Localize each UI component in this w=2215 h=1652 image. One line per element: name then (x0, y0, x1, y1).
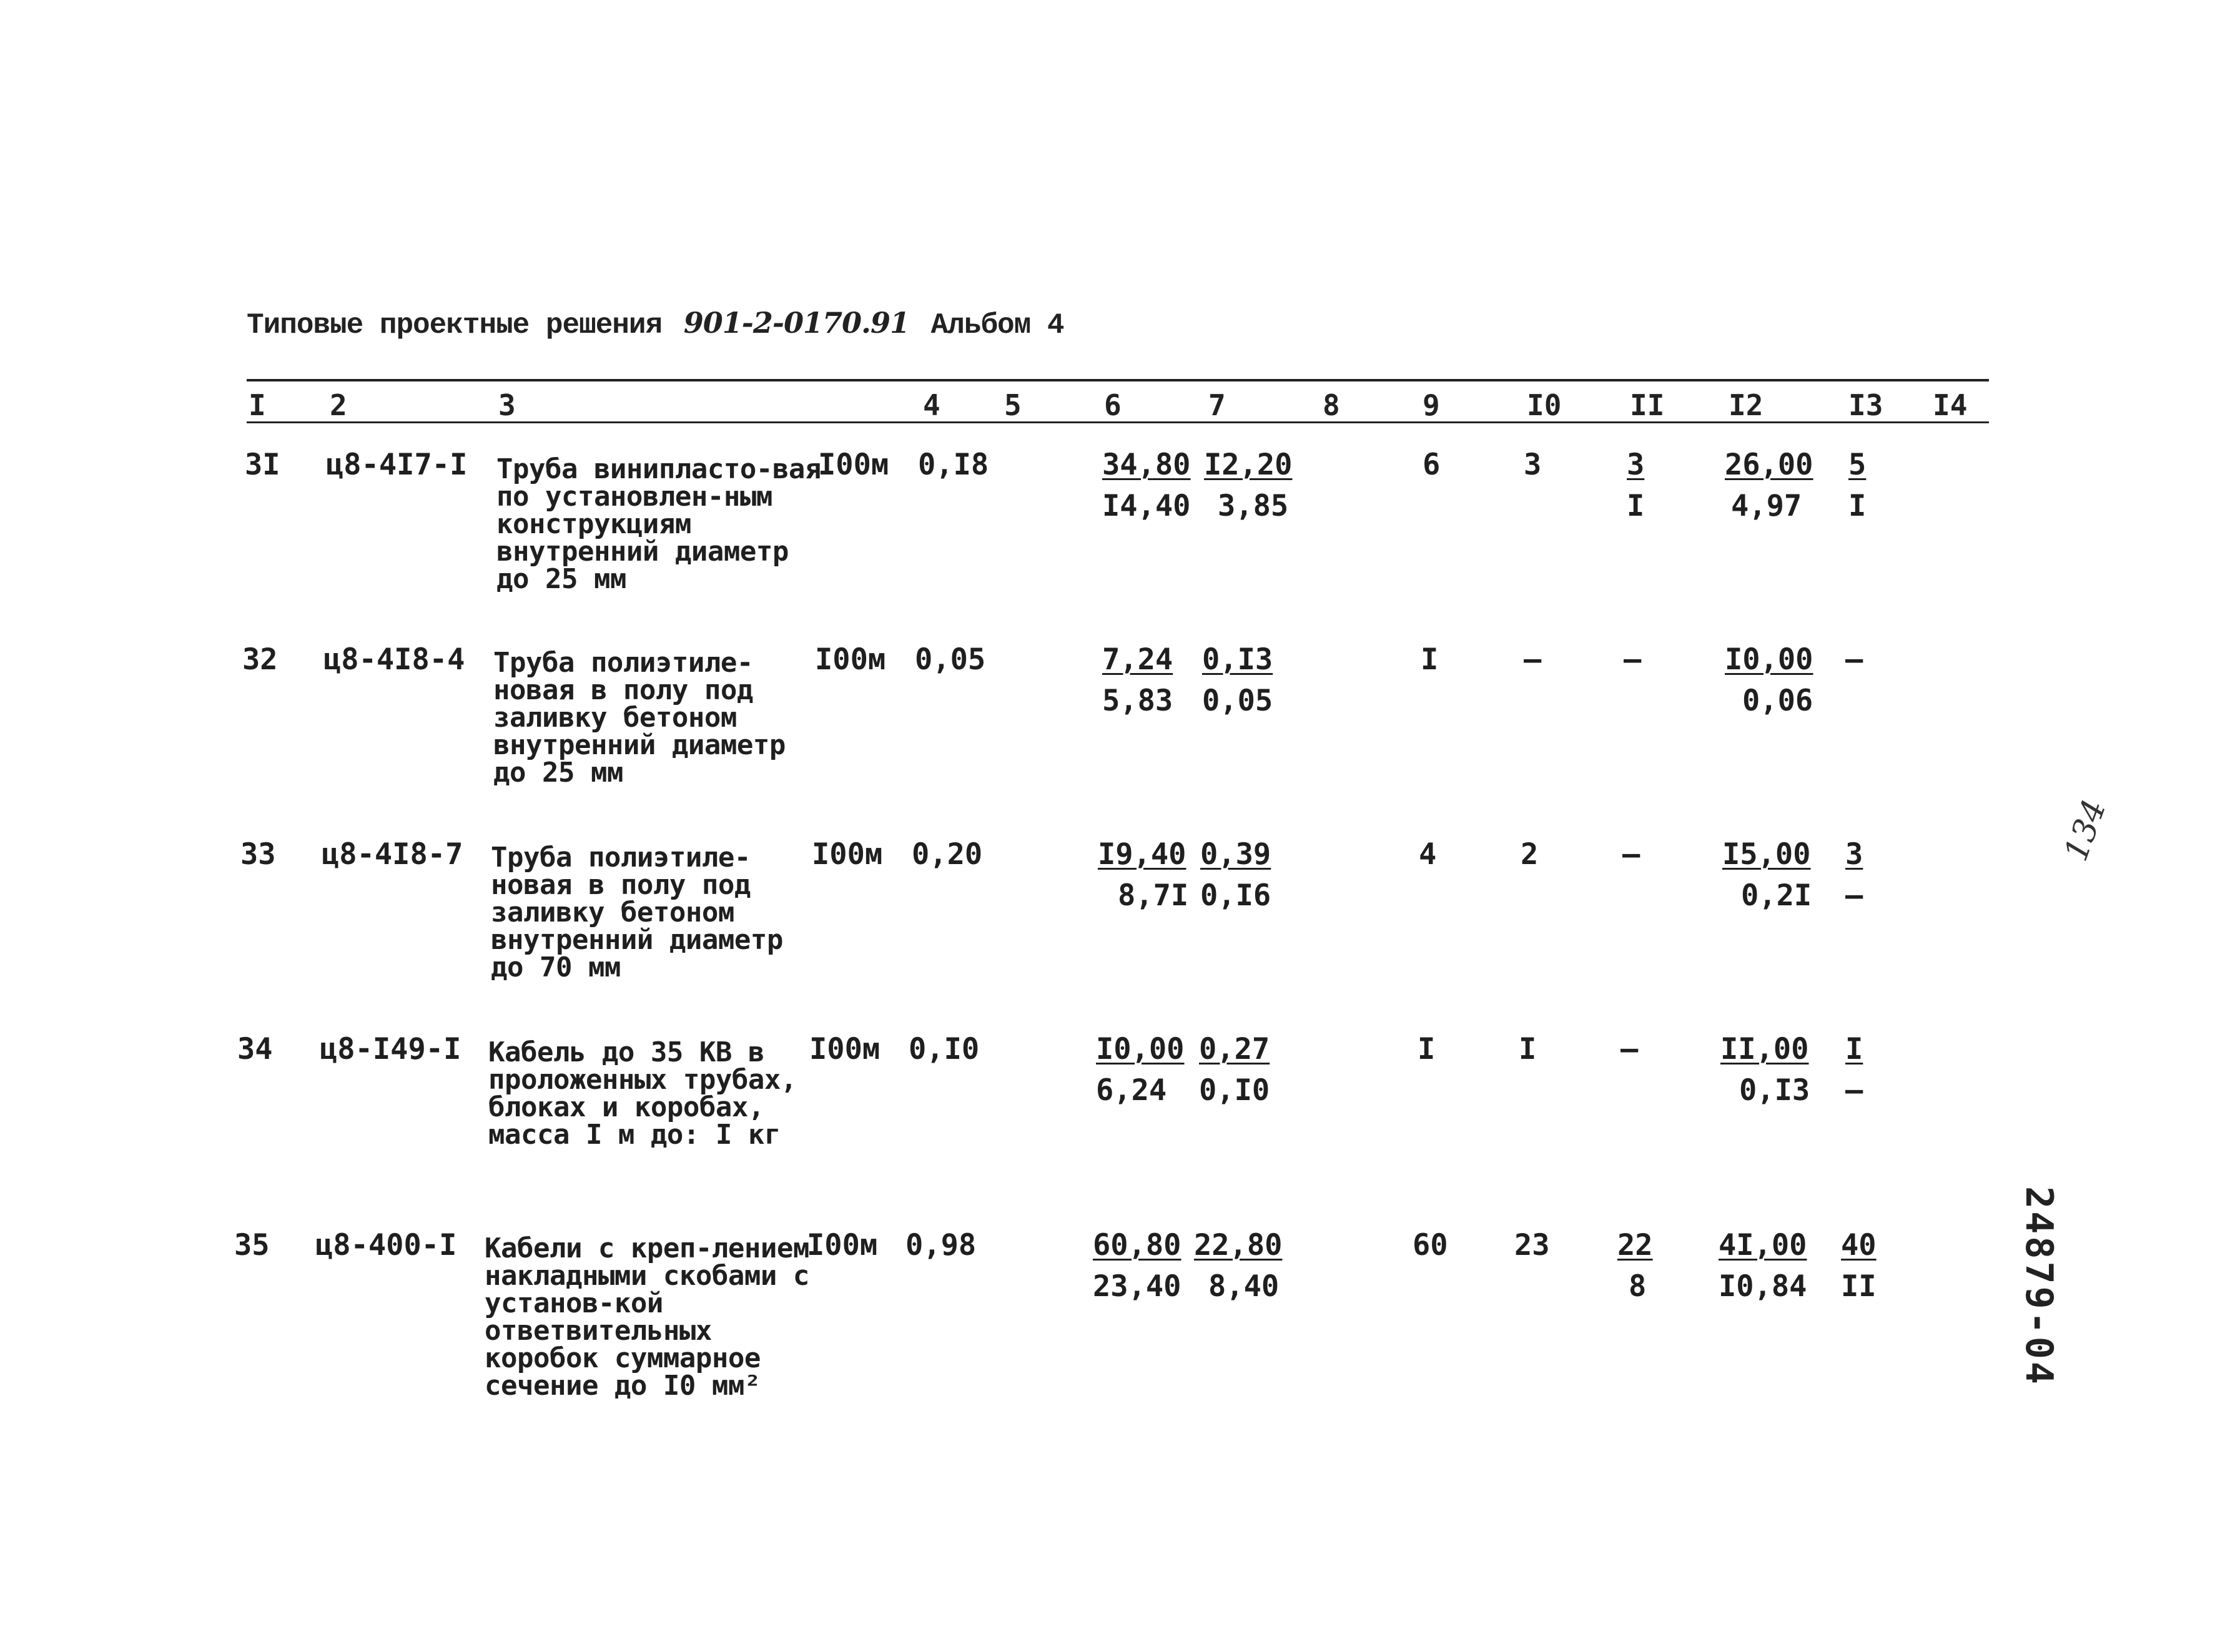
row-col6-bottom: 23,40 (1093, 1269, 1181, 1304)
row-col12-top: 4I,00 (1719, 1228, 1807, 1262)
row-code: ц8-4I8-7 (322, 837, 463, 872)
row-description: Кабель до 35 КВ в проложенных трубах, блоках и коробах, масса I м до: I кг (488, 1036, 797, 1151)
row-col7-top: I2,20 (1204, 448, 1293, 482)
row-col9: I (1418, 1032, 1436, 1066)
row-number: 3I (245, 448, 280, 482)
row-col10: – (1524, 642, 1542, 677)
row-col7-top: 0,39 (1200, 837, 1271, 872)
column-number: I (249, 388, 266, 422)
header-code: 901-2-0170.91 (683, 306, 910, 340)
column-number: I0 (1527, 388, 1562, 422)
column-number: 8 (1323, 388, 1340, 422)
column-number: 7 (1208, 388, 1226, 422)
row-col12-top: I5,00 (1722, 837, 1811, 872)
row-col11-top: – (1621, 1032, 1639, 1066)
row-col12-top: I0,00 (1725, 642, 1813, 677)
row-number: 34 (237, 1032, 273, 1066)
row-number: 35 (234, 1228, 270, 1262)
row-col9: 4 (1419, 837, 1437, 872)
row-description: Кабели с креп-лением накладными скобами с установ-кой ответвительных коробок суммарное сечение до I0 мм² (485, 1232, 809, 1402)
row-col13-top: 5 (1848, 448, 1867, 482)
column-number: 4 (923, 388, 940, 422)
row-unit: I00м (807, 1228, 878, 1262)
row-col12-bottom: 0,2I (1741, 878, 1812, 913)
row-col6-bottom: 6,24 (1096, 1073, 1167, 1108)
row-col10: 3 (1524, 448, 1542, 482)
row-col12-top: 26,00 (1725, 448, 1813, 482)
row-quantity: 0,I0 (909, 1032, 980, 1066)
column-number: 5 (1004, 388, 1022, 422)
row-col13-top: 40 (1841, 1228, 1877, 1262)
row-col7-top: 0,I3 (1202, 642, 1273, 677)
row-col7-top: 0,27 (1199, 1032, 1270, 1066)
row-col13-top: 3 (1845, 837, 1863, 872)
row-col7-bottom: 0,I0 (1199, 1073, 1270, 1108)
row-unit: I00м (818, 448, 889, 482)
column-number: I3 (1848, 388, 1883, 422)
row-quantity: 0,20 (912, 837, 983, 872)
row-col13-bottom: I (1848, 489, 1867, 523)
row-code: ц8-4I8-4 (323, 642, 465, 677)
row-col9: I (1421, 642, 1439, 677)
row-description: Труба полиэтиле-новая в полу под заливку бетоном внутренний диаметр до 70 мм (491, 842, 783, 983)
row-col6-top: I9,40 (1098, 837, 1186, 872)
row-col7-top: 22,80 (1194, 1228, 1283, 1262)
row-code: ц8-4I7-I (326, 448, 468, 482)
column-number: II (1630, 388, 1665, 422)
header-prefix: Типовые проектные решения (247, 309, 663, 342)
row-col6-top: 60,80 (1093, 1228, 1181, 1262)
row-col10: 2 (1521, 837, 1539, 872)
row-col10: 23 (1514, 1228, 1550, 1262)
row-col11-top: 22 (1617, 1228, 1653, 1262)
row-col12-bottom: I0,84 (1719, 1269, 1807, 1304)
row-col9: 6 (1423, 448, 1441, 482)
column-number: I2 (1729, 388, 1764, 422)
row-col6-top: 7,24 (1102, 642, 1173, 677)
header-album: Альбом 4 (930, 309, 1064, 342)
row-col6-bottom: 8,7I (1118, 878, 1189, 913)
row-col13-top: – (1845, 642, 1863, 677)
row-quantity: 0,05 (915, 642, 986, 677)
row-col11-bottom: 8 (1629, 1269, 1647, 1304)
row-col13-bottom: – (1845, 878, 1863, 913)
row-col7-bottom: 3,85 (1218, 489, 1289, 523)
document-archive-number: 24879-04 (2017, 1186, 2061, 1387)
column-number: 2 (330, 388, 347, 422)
column-number: 9 (1423, 388, 1440, 422)
row-col12-bottom: 4,97 (1731, 489, 1802, 523)
row-col11-top: – (1624, 642, 1642, 677)
row-col6-top: 34,80 (1102, 448, 1191, 482)
row-description: Труба полиэтиле-новая в полу под заливку бетоном внутренний диаметр до 25 мм (493, 647, 786, 789)
document-header (247, 306, 1063, 342)
row-quantity: 0,98 (905, 1228, 977, 1262)
row-description: Труба винипласто-вая по установлен-ным конструкциям внутренний диаметр до 25 мм (496, 453, 821, 595)
row-quantity: 0,I8 (918, 448, 989, 482)
row-number: 32 (242, 642, 278, 677)
row-col11-bottom: I (1627, 489, 1645, 523)
row-col7-bottom: 0,05 (1202, 684, 1273, 718)
column-number: I4 (1933, 388, 1968, 422)
row-col13-top: I (1845, 1032, 1863, 1066)
row-code: ц8-400-I (315, 1228, 457, 1262)
row-col12-bottom: 0,06 (1742, 684, 1813, 718)
row-unit: I00м (809, 1032, 881, 1066)
row-col12-top: II,00 (1720, 1032, 1809, 1066)
row-col11-top: – (1622, 837, 1640, 872)
handwritten-page-mark: 134 (2057, 795, 2114, 866)
row-col12-bottom: 0,I3 (1739, 1073, 1810, 1108)
row-code: ц8-I49-I (320, 1032, 461, 1066)
column-number: 6 (1104, 388, 1122, 422)
row-col13-bottom: II (1841, 1269, 1877, 1304)
row-col13-bottom: – (1845, 1073, 1863, 1108)
row-col10: I (1519, 1032, 1537, 1066)
table-top-rule (247, 379, 1989, 381)
row-col6-bottom: I4,40 (1102, 489, 1191, 523)
row-col7-bottom: 8,40 (1208, 1269, 1280, 1304)
row-number: 33 (240, 837, 276, 872)
row-col6-top: I0,00 (1096, 1032, 1185, 1066)
row-col6-bottom: 5,83 (1102, 684, 1173, 718)
row-col11-top: 3 (1627, 448, 1645, 482)
row-col9: 60 (1413, 1228, 1448, 1262)
row-unit: I00м (815, 642, 886, 677)
row-col7-bottom: 0,I6 (1200, 878, 1271, 913)
row-unit: I00м (812, 837, 883, 872)
column-number: 3 (498, 388, 516, 422)
